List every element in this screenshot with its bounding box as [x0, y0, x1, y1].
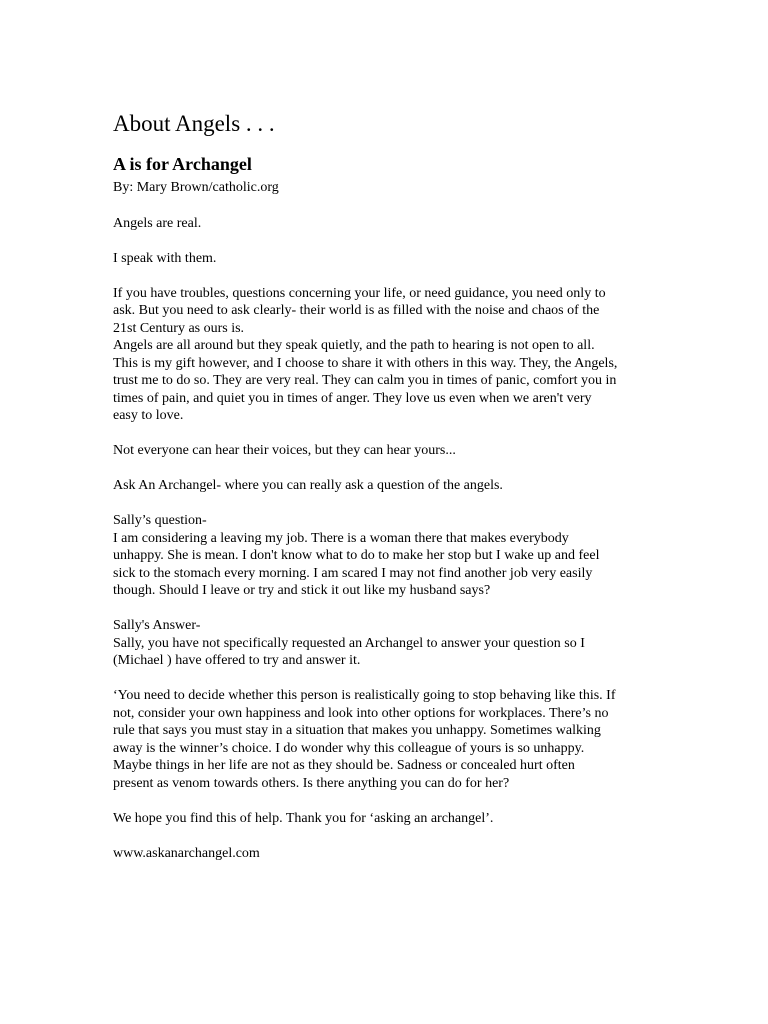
answer-paragraph — [113, 617, 668, 670]
paragraph — [113, 215, 668, 233]
paragraph-line: rule that says you must stay in a situation that makes you unhappy. Sometimes walking — [113, 723, 601, 738]
paragraph-line: ask. But you need to ask clearly- their world is as filled with the noise and chaos of the — [113, 303, 600, 318]
paragraph-line: trust me to do so. They are very real. They can calm you in times of panic, comfort you in — [113, 373, 617, 388]
document-page — [113, 110, 668, 880]
paragraph-line: Angels are real. — [113, 215, 202, 231]
paragraph — [113, 810, 668, 828]
paragraph-line: Sally’s question- — [113, 513, 207, 528]
paragraph-line: Sally's Answer- — [113, 618, 201, 633]
paragraph-line: Ask An Archangel- where you can really ask a question of the angels. — [113, 478, 503, 493]
paragraph-line: I am considering a leaving my job. There is a woman there that makes everybody — [113, 530, 569, 546]
paragraph-line: sick to the stomach every morning. I am scared I may not find another job very easily — [113, 565, 593, 581]
paragraph-line: Angels are all around but they speak quietly, and the path to hearing is not open to all. — [113, 338, 595, 353]
paragraph — [113, 442, 668, 460]
paragraph-line: easy to love. — [113, 408, 184, 423]
paragraph-line: though. Should I leave or try and stick it out like my husband says? — [113, 583, 491, 598]
paragraph-line: If you have troubles, questions concerning your life, or need guidance, you need only to — [113, 285, 606, 301]
paragraph-line: Maybe things in her life are not as they should be. Sadness or concealed hurt often — [113, 758, 575, 773]
paragraph-line: We hope you find this of help. Thank you for ‘asking an archangel’. — [113, 810, 494, 826]
paragraph-line: Sally, you have not specifically requested an Archangel to answer your question so I — [113, 635, 585, 651]
paragraph-line: 21st Century as ours is. — [113, 320, 245, 336]
paragraph-line: This is my gift however, and I choose to share it with others in this way. They, the Angels, — [113, 355, 618, 371]
byline: By: Mary Brown/catholic.org — [113, 180, 279, 195]
paragraph-line: times of pain, and quiet you in times of anger. They love us even when we aren't very — [113, 390, 592, 406]
website-url — [113, 845, 668, 863]
paragraph — [113, 477, 668, 495]
question-paragraph — [113, 512, 668, 600]
paragraph-line: ‘You need to decide whether this person is realistically going to stop behaving like this. If — [113, 688, 616, 703]
paragraph-line: Not everyone can hear their voices, but they can hear yours... — [113, 443, 456, 458]
paragraph-line: www.askanarchangel.com — [113, 845, 260, 861]
document-subtitle: A is for Archangel — [113, 154, 252, 174]
paragraph-line: unhappy. She is mean. I don't know what to do to make her stop but I wake up and feel — [113, 548, 600, 563]
paragraph-line: (Michael ) have offered to try and answer it. — [113, 653, 361, 668]
paragraph-line: present as venom towards others. Is there anything you can do for her? — [113, 775, 510, 791]
paragraph — [113, 285, 668, 338]
paragraph — [113, 337, 668, 425]
document-title: About Angels . . . — [113, 111, 275, 136]
paragraph-line: not, consider your own happiness and look into other options for workplaces. There’s no — [113, 705, 609, 721]
paragraph-line: away is the winner’s choice. I do wonder why this colleague of yours is so unhappy. — [113, 740, 585, 756]
paragraph — [113, 250, 668, 268]
paragraph-line: I speak with them. — [113, 250, 217, 266]
paragraph — [113, 687, 668, 792]
